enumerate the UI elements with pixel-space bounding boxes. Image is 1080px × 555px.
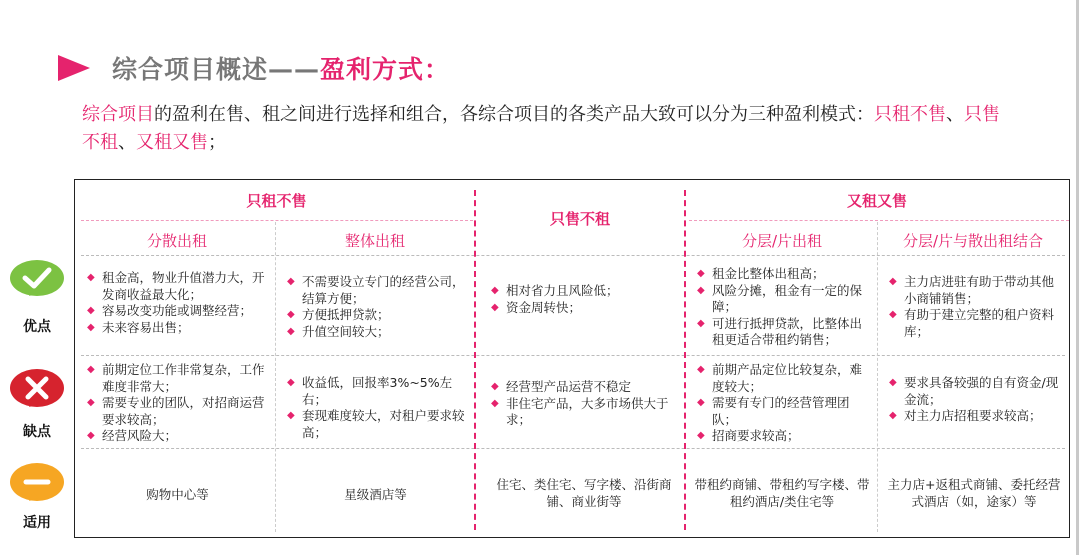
list-item: ◆ 未来容易出售； — [87, 320, 272, 337]
intro-middle: 的盈利在售、租之间进行选择和组合，各综合项目的各类产品大致可以分为三种盈利模式： — [154, 104, 874, 125]
header-divider-left — [81, 220, 473, 221]
use-cell-scattered-rent: 购物中心等 — [146, 487, 209, 502]
cons-cell-sell-only — [491, 379, 676, 429]
list-item: ◆ 资金周转快； — [491, 300, 676, 317]
column-divider-4 — [877, 222, 878, 532]
pros-cell-sell-only — [491, 283, 676, 316]
row-label-use: 适用 — [23, 515, 51, 531]
use-cell-whole-rent: 星级酒店等 — [344, 487, 407, 502]
header-bottom-line — [81, 255, 1065, 256]
list-item: ◆ 前期定位工作非常复杂，工作难度非常大； — [87, 362, 272, 395]
cross-icon — [8, 368, 66, 412]
list-item: ◆ 租金高，物业升值潜力大，开发商收益最大化； — [87, 270, 272, 303]
right-edge-divider — [1076, 0, 1079, 555]
title-main-text: 综合项目概述—— — [112, 55, 321, 84]
title-arrow-icon — [58, 55, 90, 81]
pros-cell-scattered-rent — [87, 270, 272, 336]
list-item: ◆ 相对省力且风险低； — [491, 283, 676, 300]
intro-sep-2: 、 — [118, 132, 136, 153]
list-item: ◆ 经营风险大； — [87, 428, 272, 445]
column-divider-2 — [474, 190, 476, 530]
list-item: ◆ 方便抵押贷款； — [287, 307, 467, 324]
cons-cell-whole-rent — [287, 375, 467, 441]
use-cell-floor-and-scattered: 主力店+返租式商铺、委托经营式酒店（如，途家）等 — [887, 477, 1061, 509]
subcolumn-floor-rent: 分层/片出租 — [741, 232, 823, 250]
list-item: ◆ 可进行抵押贷款，比整体出租更适合带租约销售； — [697, 316, 872, 349]
minus-icon — [8, 462, 66, 506]
list-item: ◆ 需要专业的团队，对招商运营要求较高； — [87, 395, 272, 428]
column-group-rent-and-sell: 又租又售 — [846, 192, 907, 210]
list-item: ◆ 不需要设立专门的经营公司，结算方便； — [287, 274, 467, 307]
row-divider-cons — [81, 448, 1065, 449]
list-item: ◆ 经营型产品运营不稳定 — [491, 379, 676, 396]
use-cell-floor-rent: 带租约商铺、带租约写字楼、带租约酒店/类住宅等 — [694, 477, 870, 509]
pros-cell-whole-rent — [287, 274, 467, 340]
list-item: ◆ 对主力店招租要求较高； — [889, 408, 1064, 425]
intro-mode-3: 又租又售 — [136, 132, 208, 153]
list-item: ◆ 风险分摊，租金有一定的保障； — [697, 283, 872, 316]
row-label-pros: 优点 — [23, 319, 51, 335]
cons-cell-scattered-rent — [87, 362, 272, 445]
pros-cell-floor-and-scattered — [889, 274, 1064, 340]
row-divider-pros — [81, 355, 1065, 356]
column-group-sell-only: 只售不租 — [549, 210, 610, 228]
subcolumn-whole-rent: 整体出租 — [344, 232, 405, 250]
list-item: ◆ 升值空间较大； — [287, 324, 467, 341]
intro-sep-1: 、 — [946, 104, 964, 125]
intro-end: ； — [208, 132, 226, 153]
list-item: ◆ 招商要求较高； — [697, 428, 872, 445]
list-item: ◆ 有助于建立完整的租户资料库； — [889, 307, 1064, 340]
list-item: ◆ 容易改变功能或调整经营； — [87, 303, 272, 320]
column-divider-1 — [275, 222, 276, 532]
cons-cell-floor-and-scattered — [889, 375, 1064, 425]
column-group-rent-only: 只租不售 — [246, 192, 307, 210]
page-title — [58, 48, 450, 88]
column-divider-3 — [684, 190, 686, 530]
list-item: ◆ 前期产品定位比较复杂，难度较大； — [697, 362, 872, 395]
list-item: ◆ 租金比整体出租高； — [697, 266, 872, 283]
intro-mode-2: 只售不租 — [82, 104, 1000, 153]
subcolumn-scattered-rent: 分散出租 — [146, 232, 207, 250]
intro-mode-1: 只租不售 — [874, 104, 946, 125]
intro-lead: 综合项目 — [82, 104, 154, 125]
list-item: ◆ 主力店进驻有助于带动其他小商铺销售； — [889, 274, 1064, 307]
list-item: ◆ 要求具备较强的自有资金/现金流； — [889, 375, 1064, 408]
list-item: ◆ 套现难度较大，对租户要求较高； — [287, 408, 467, 441]
pros-cell-floor-rent — [697, 266, 872, 349]
list-item: ◆ 需要有专门的经营管理团队； — [697, 395, 872, 428]
comparison-table — [74, 179, 1070, 538]
title-accent-text: 盈利方式： — [320, 55, 451, 84]
cons-cell-floor-rent — [697, 362, 872, 445]
row-label-cons: 缺点 — [23, 424, 51, 440]
intro-paragraph — [82, 101, 1012, 157]
check-icon — [8, 259, 66, 301]
subcolumn-floor-and-scattered-rent: 分层/片与散出租结合 — [902, 232, 1044, 250]
list-item: ◆ 非住宅产品，大多市场供大于求； — [491, 396, 676, 429]
list-item: ◆ 收益低，回报率3%~5%左右； — [287, 375, 467, 408]
header-divider-right — [689, 220, 1069, 221]
use-cell-sell-only: 住宅、类住宅、写字楼、沿街商铺、商业街等 — [496, 477, 672, 509]
